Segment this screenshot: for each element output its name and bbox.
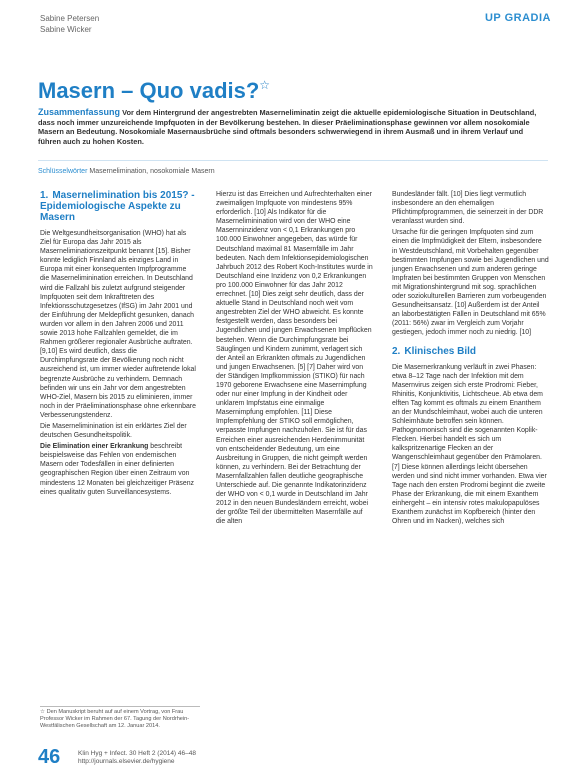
paragraph: Ursache für die geringen Impfquoten sind zum einen die Impfmüdigkeit der Eltern, insbesondere in Westdeutschland, mit Vorbehalten gegenüber bestimmten Impfungen sowie bei Jugendlichen und jungen Erwachsenen und zum anderen geringe Impfraten bei bestimmten Gruppen von Menschen mit Migrationshintergrund mit sog. sprachlichen oder soziokulturellen Barrieren zum vorbeugenden Gesundheitsansatz. [10] Außerdem ist der Anteil an laborbestätigten Fällen in Deutschland mit 65% (2011: 56%) zwar im Vergleich zum Vorjahr gestiegen, jedoch immer noch zu niedrig. [10] (392, 229, 549, 337)
paragraph: Bundesländer fällt. [10] Dies liegt vermutlich insbesondere an den ehemaligen Pflichtimpfprogrammen, die seinerzeit in der DDR veranlasst wurden sind. (392, 191, 544, 226)
column-2 (216, 190, 373, 528)
paragraph: Hierzu ist das Erreichen und Aufrechterhalten einer zweimaligen Impfquote von mindestens 95% erforderlich. [10] Als Indikator für die Maserneliminination wird von der WHO eine Masernninzidenz von < 0,1 Erkrankungen pro 100.000 Einwohner angegeben, das würde für Deutschland maximal 81 Masernfälle im Jahr bedeuten. Nach dem Infektionsepidemiologischen Jahrbuch 2012 des Robert Koch-Institutes wurde in Deutschland eine Inzidenz von 0,2 Erkrankungen pro 100.000 Einwohner für das Jahr 2012 errechnet. [10] Dies zeigt sehr deutlich, dass der aktuelle Stand in Deutschland noch weit vom angestrebten Ziel der WHO abweicht. Es konnte festgestellt werden, dass besonders bei Jugendlichen und jungen Erwachsenen Impflücken bestehen. Wenn die Durchimpfungsrate bei Säuglingen und Kindern zunimmt, verlagert sich der Anteil an Erkrankten oftmals zu Jugendlichen und jungen Erwachsenen. [5] [7] Daher wird von der Ständigen Impfkommission (STIKO) für nach 1970 geborene Erwachsene eine Masernimpfung oder nur einer Impfung in der Kindheit oder unklarem Impfstatus eine einmalige Masernimpfung empfohlen. [11] Diese Impfempfehlung der STIKO soll ermöglichen, verpasste Impfungen nachzuholen. Sie ist für das Erreichen einer ausreichenden Herdenimmunität von entscheidender Bedeutung, um eine Ausbreitung in Gruppen, die nicht geimpft werden können, zu verhindern. Bei der Betrachtung der Masernfallzahlen fallen deutliche geographische Unterschiede auf. Die genannte Indikatorinzidenz der WHO von < 0,1 wurde in Deutschland im Jahr 2012 in den neuen Bundesländern erreicht, wobei der größte Teil der übermittelten Masernfälle auf die alten (216, 191, 373, 526)
section-number: 1. (40, 190, 49, 201)
section-heading (40, 190, 197, 223)
paragraph: Die Masernerkrankung verläuft in zwei Phasen: etwa 8–12 Tage nach der Infektion mit dem Masernvirus zeigen sich erste Prodromi: Fieber, Rhinitis, Konjunktivitis, Lichtscheue. Ab etwa dem elften Tag kommt es oftmals zu einem Enanthem an der Mundschleimhaut, wobei auch die unteren Schleimhäute betroffen sein können. Pathognomonisch sind die sogenannten Koplik-Flecken. Hierbei handelt es sich um kalkspritzenartige Flecken an der Wangenschleimhaut gegenüber den Prämolaren. [7] Diese können allerdings leicht übersehen werden und sind nicht immer vorhanden. Etwa vier Tage nach den ersten Prodromi beginnt die zweite Phase der Erkrankung, die mit einem Exanthem einhergeht – ein intensiv rotes makulopapulöses Exanthem zunächst im Kopfbereich (hinter den Ohren und im Nacken), welches sich (392, 363, 547, 526)
bold-phrase: Die Elimination einer Erkrankung (40, 443, 149, 451)
abstract-label: Zusammenfassung (38, 107, 121, 117)
title-text: Masern – Quo vadis? (38, 78, 260, 103)
section-title: Klinisches Bild (404, 345, 477, 357)
paragraph: Die Weltgesundheitsorganisation (WHO) hat als Ziel für Europa das Jahr 2015 als Maserneliminationszeitpunkt benannt [15]. Bisher konnte lediglich Finnland als einziges Land in Europa mit einer konsequenten Impfprogramme die Maserneliminination erreichen. In Deutschland wird die Fallzahl bis zuletzt aufgrund steigender Impfquoten seit dem Inkrafttreten des Infektionsschutzgesetzes (IfSG) im Jahr 2001 und der Einführung der Meldepflicht gesunken, danach wurden vor allem in den Jahren 2006 und 2011 sowie 2013 hohe Fallzahlen gemeldet, die im Rahmen größerer regionaler Ausbrüche auftraten. [9,10] Es wird deutlich, dass die Durchimpfungsrate der Bevölkerung noch nicht ausreichend ist, um immer wieder auftretende lokal begrenzte Ausbrüche zu verhindern. Demnach befinden wir uns ein Jahr vor dem angestrebten WHO-Ziel, Masern bis 2015 zu eliminieren, immer noch in der Präeliminationsphase ohne erkennbare Verbesserungstendenz. (40, 230, 196, 419)
divider (38, 160, 548, 161)
abstract (38, 108, 548, 146)
author-name: Sabine Petersen (40, 14, 100, 23)
keywords-text: Masernelimination, nosokomiale Masern (89, 168, 215, 175)
paragraph (40, 442, 197, 497)
column-1 (40, 190, 197, 499)
keywords (38, 168, 538, 175)
page-number: 46 (38, 746, 61, 768)
column-3 (392, 190, 549, 528)
star-icon: ☆ (259, 78, 271, 92)
journal-citation (78, 750, 196, 766)
paragraph: Die Maserneliminination ist ein erklärtes Ziel der deutschen Gesundheitspolitik. (40, 422, 187, 440)
author-name: Sabine Wicker (40, 25, 92, 34)
footnote: ☆ Den Manuskript beruht auf auf einem Vortrag, von Frau Professor Wicker im Rahmen der 67. Tagung der Nordrhein-Westfälischen Gesellschaft am 12. Januar 2014. (40, 706, 200, 730)
section-tag: UP GRADIA (484, 12, 551, 24)
paragraph-text: beschreibt beispielsweise das Fehlen von endemischen Masern oder Todesfällen in einer definierten geographischen Region über einen Zeitraum von mindestens 12 Monaten bei gleichzeitiger Präsenz eines qualitativ guten Surveillancesystems. (40, 443, 194, 496)
section-title: Masernelimination bis 2015? - Epidemiologische Aspekte zu Masern (40, 190, 195, 223)
abstract-text: Vor dem Hintergrund der angestrebten Maserneliminatin zeigt die aktuelle epidemiologische Situation in Deutschland, dass noch immer unzureichende Impfquoten in der Bevölkerung bestehen. In dieser Präeliminationsphase gewinnen vor allem nosokomiale Masern an Bedeutung. Nosokomiale Masernausbrüche sind oftmals besonders schwerwiegend in ihrem Ausmaß und in ihrem Verlauf und führen auch zu hohen Kosten. (38, 108, 537, 146)
article-title (38, 78, 270, 104)
section-heading (392, 346, 549, 357)
keywords-label: Schlüsselwörter (38, 168, 88, 175)
section-number: 2. (392, 345, 401, 357)
journal-line: Klin Hyg + Infect. 30 Heft 2 (2014) 46–48 (78, 750, 196, 757)
journal-url: http://journals.elsevier.de/hygiene (78, 758, 175, 765)
authors-block (40, 13, 99, 35)
